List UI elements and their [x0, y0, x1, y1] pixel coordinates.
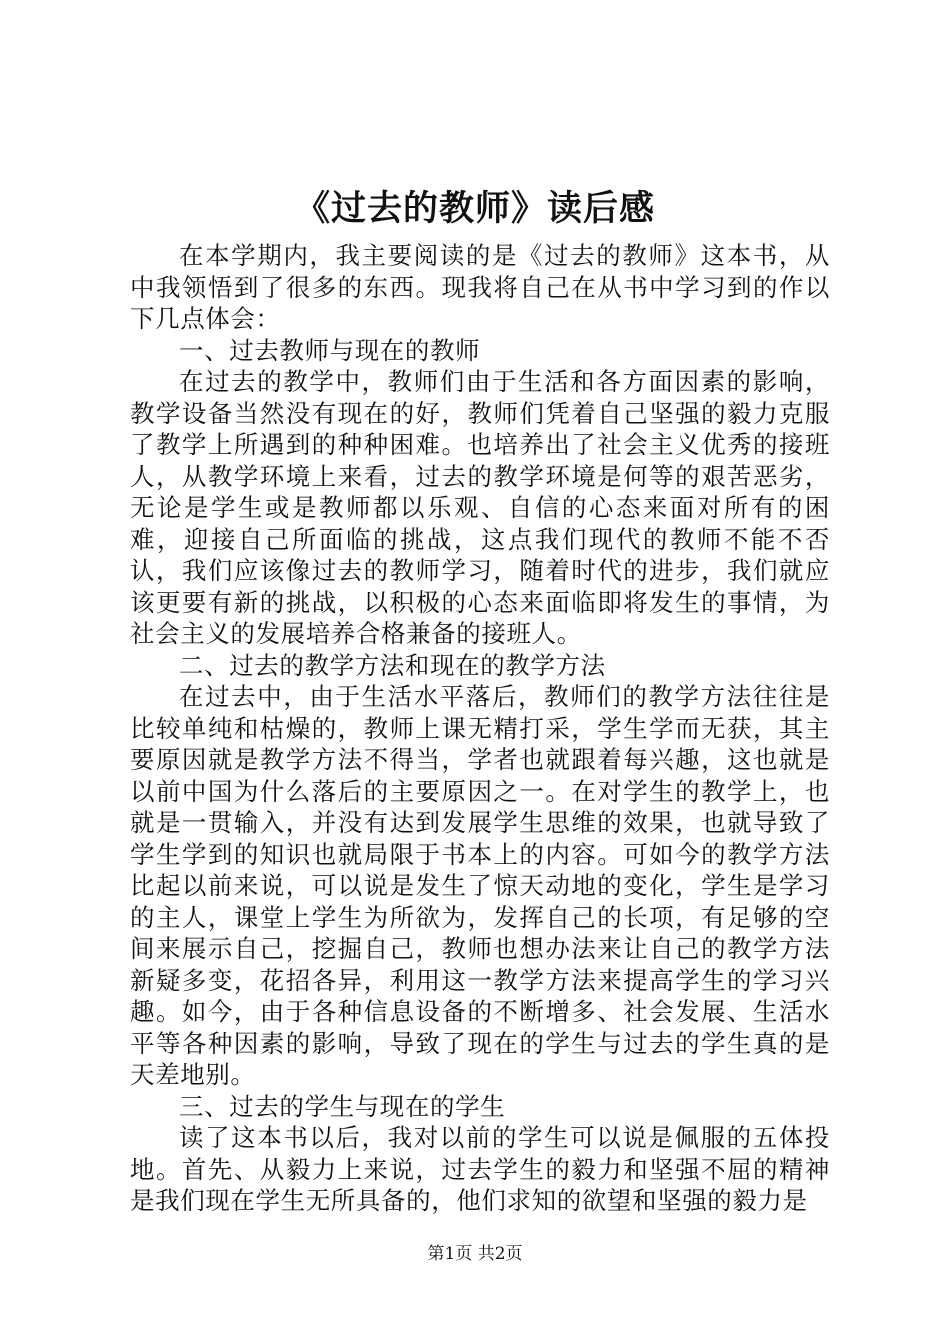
- section-heading-2: 二、过去的教学方法和现在的教学方法: [179, 650, 606, 680]
- paragraph-section-2: 在过去中，由于生活水平落后，教师们的教学方法往往是比较单纯和枯燥的，教师上课无精打采，学生学而无获，其主要原因就是教学方法不得当，学者也就跟着每兴趣，这也就是以前中国为什么落后的主要原因之一。在对学生的教学上，也就是一贯输入，并没有达到发展学生思维的效果，也就导致了学生学到的知识也就局限于书本上的内容。可如今的教学方法比起以前来说，可以说是发生了惊天动地的变化，学生是学习的主人，课堂上学生为所欲为，发挥自己的长项，有足够的空间来展示自己，挖掘自己，教师也想办法来让自己的教学方法新疑多变，花招各异，利用这一教学方法来提高学生的学习兴趣。如今，由于各种信息设备的不断增多、社会发展、生活水平等各种因素的影响，导致了现在的学生与过去的学生真的是天差地别。: [130, 682, 830, 1089]
- document-body: [130, 240, 830, 1217]
- section-heading-1: 一、过去教师与现在的教师: [179, 335, 481, 365]
- paragraph-intro: 在本学期内，我主要阅读的是《过去的教师》这本书，从中我领悟到了很多的东西。现我将自己在从书中学习到的作以下几点体会：: [130, 241, 830, 333]
- page-footer: 第1页 共2页: [427, 1244, 523, 1264]
- paragraph-section-3: 读了这本书以后，我对以前的学生可以说是佩服的五体投地。首先、从毅力上来说，过去学生的毅力和坚强不屈的精神是我们现在学生无所具备的，他们求知的欲望和坚强的毅力是: [130, 1123, 830, 1215]
- paragraph-section-1: 在过去的教学中，教师们由于生活和各方面因素的影响，教学设备当然没有现在的好，教师们凭着自己坚强的毅力克服了教学上所遇到的种种困难。也培养出了社会主义优秀的接班人，从教学环境上来看，过去的教学环境是何等的艰苦恶劣，无论是学生或是教师都以乐观、自信的心态来面对所有的困难，迎接自己所面临的挑战，这点我们现代的教师不能不否认，我们应该像过去的教师学习，随着时代的进步，我们就应该更要有新的挑战，以积极的心态来面临即将发生的事情，为社会主义的发展培养合格兼备的接班人。: [130, 367, 830, 648]
- document-title: 《过去的教师》读后感: [294, 188, 655, 229]
- section-heading-3: 三、过去的学生与现在的学生: [179, 1091, 506, 1121]
